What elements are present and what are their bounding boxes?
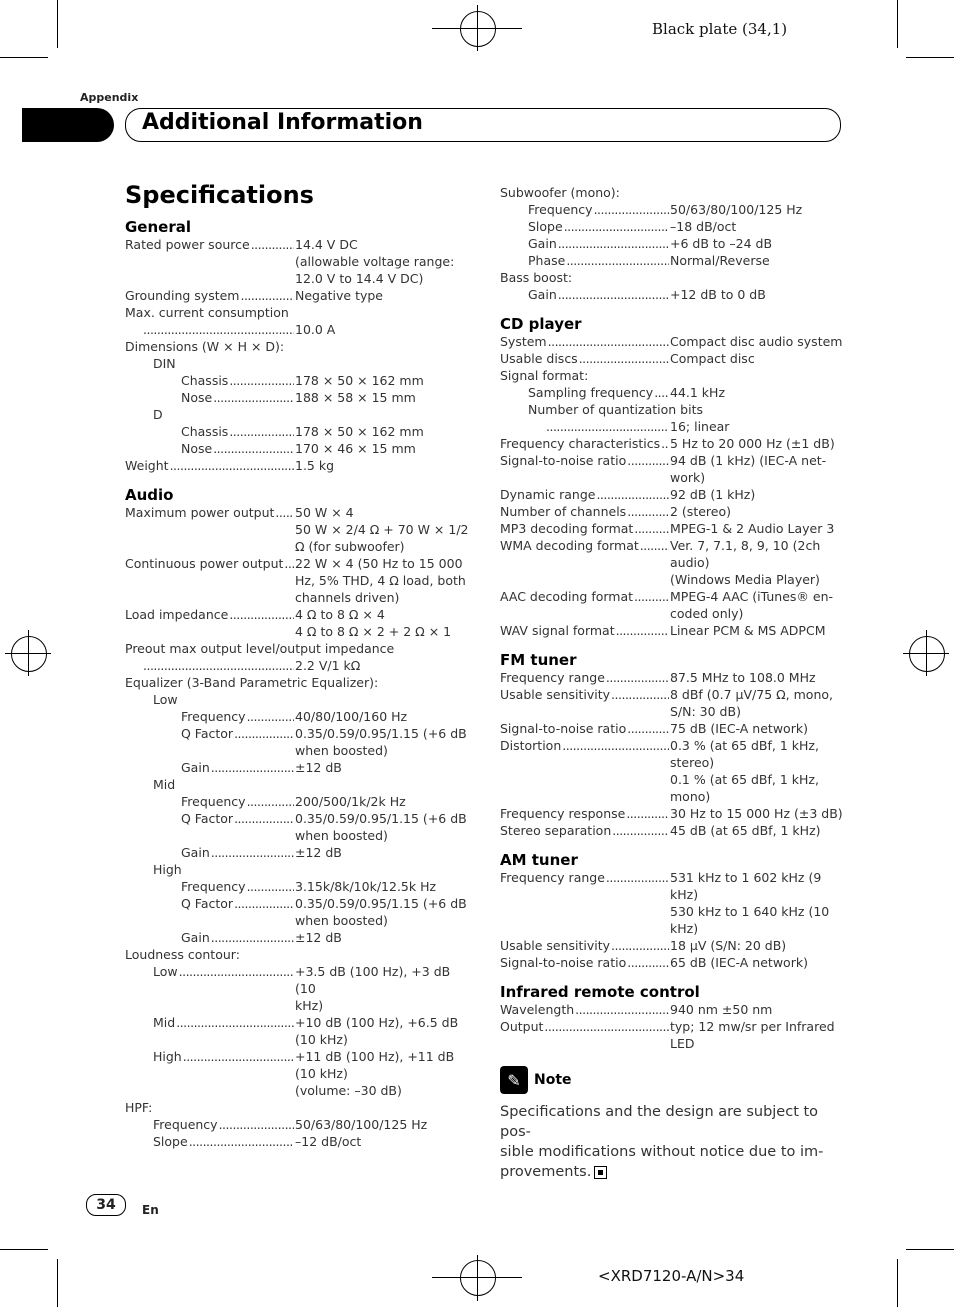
spec-label: DIN [153,356,176,371]
section-heading-general: General [125,218,191,236]
spec-row: Chassis ..... 178 × 50 × 162 mm [125,372,470,389]
document-reference: <XRD7120-A/N>34 [598,1267,745,1285]
spec-row: MP3 decoding format ..... MPEG-1 & 2 Audio Layer 3 [500,520,845,537]
crop-mark [0,1249,48,1250]
crop-mark [0,57,48,58]
right-column [500,184,845,1182]
crop-mark [57,0,58,48]
page-title: Specifications [125,181,314,209]
spec-row: Gain ..... ±12 dB [125,929,470,946]
spec-label: Low [153,692,178,707]
note-text: Specifications and the design are subject to pos- sible modifications without notice due to im- provements. [500,1104,824,1180]
spec-label: Max. current consumption [125,305,289,320]
spec-row: Frequency ..... 50/63/80/100/125 Hz [500,201,845,218]
section-heading-am-tuner: AM tuner [500,851,578,869]
spec-row: Frequency ..... 40/80/100/160 Hz [125,708,470,725]
spec-row: ..... 16; linear [500,418,845,435]
spec-row: ..... 2.2 V/1 kΩ [125,657,470,674]
spec-row: Rated power source ..... 14.4 V DC (allowable voltage range: 12.0 V to 14.4 V DC) [125,236,470,287]
note-header [500,1066,845,1094]
spec-row: Frequency response ..... 30 Hz to 15 000 Hz (±3 dB) [500,805,845,822]
spec-row: Frequency characteristics ..... 5 Hz to 20 000 Hz (±1 dB) [500,435,845,452]
spec-row: Nose ..... 170 × 46 × 15 mm [125,440,470,457]
spec-row: Q Factor ..... 0.35/0.59/0.95/1.15 (+6 dB when boosted) [125,725,470,759]
registration-mark [909,636,945,672]
spec-row: Load impedance ..... 4 Ω to 8 Ω × 4 4 Ω to 8 Ω × 2 + 2 Ω × 1 [125,606,470,640]
spec-label: Equalizer (3-Band Parametric Equalizer): [125,675,379,690]
spec-row: Usable sensitivity ..... 8 dBf (0.7 µV/75 Ω, mono, S/N: 30 dB) [500,686,845,720]
spec-row: Slope ..... –18 dB/oct [500,218,845,235]
spec-row: Frequency ..... 3.15k/8k/10k/12.5k Hz [125,878,470,895]
spec-row: Wavelength ..... 940 nm ±50 nm [500,1001,845,1018]
spec-row: Gain ..... ±12 dB [125,759,470,776]
spec-row: Signal-to-noise ratio ..... 94 dB (1 kHz) (IEC-A net- work) [500,452,845,486]
language-code: En [142,1203,159,1217]
spec-row: Gain ..... +12 dB to 0 dB [500,286,845,303]
crop-mark [897,0,898,48]
spec-row: Signal-to-noise ratio ..... 75 dB (IEC-A network) [500,720,845,737]
spec-row: Low ..... +3.5 dB (100 Hz), +3 dB (10 kHz) [125,963,470,1014]
spec-row: Frequency ..... 200/500/1k/2k Hz [125,793,470,810]
crop-mark [897,1259,898,1307]
crop-mark [57,1259,58,1307]
spec-label: High [153,862,182,877]
registration-mark [11,636,47,672]
spec-label: Subwoofer (mono): [500,185,620,200]
chapter-title: Additional Information [142,110,423,135]
spec-label: Bass boost: [500,270,573,285]
spec-row: Frequency range ..... 531 kHz to 1 602 kHz (9 kHz) 530 kHz to 1 640 kHz (10 kHz) [500,869,845,937]
spec-row: Gain ..... +6 dB to –24 dB [500,235,845,252]
spec-label: Signal format: [500,368,589,383]
page-number: 34 [86,1194,126,1216]
spec-row: Mid ..... +10 dB (100 Hz), +6.5 dB (10 kHz) [125,1014,470,1048]
section-heading-infrared-remote: Infrared remote control [500,983,700,1001]
left-column [125,180,470,1150]
spec-label: Mid [153,777,176,792]
spec-row: Usable discs ..... Compact disc [500,350,845,367]
spec-row: Continuous power output ..... 22 W × 4 (50 Hz to 15 000 Hz, 5% THD, 4 Ω load, both channels driven) [125,555,470,606]
spec-row: WAV signal format ..... Linear PCM & MS ADPCM [500,622,845,639]
end-mark-icon [594,1166,607,1179]
spec-label: Loudness contour: [125,947,240,962]
note-label: Note [534,1071,572,1088]
spec-row: Output ..... typ; 12 mw/sr per Infrared LED [500,1018,845,1052]
spec-label: HPF: [125,1100,153,1115]
pencil-note-icon: ✎ [500,1066,528,1094]
spec-row: WMA decoding format ..... Ver. 7, 7.1, 8, 9, 10 (2ch audio) (Windows Media Player) [500,537,845,588]
spec-row: Maximum power output ..... 50 W × 4 50 W × 2/4 Ω + 70 W × 1/2 Ω (for subwoofer) [125,504,470,555]
section-heading-audio: Audio [125,486,174,504]
spec-label: D [153,407,163,422]
section-heading-cd-player: CD player [500,315,582,333]
spec-label: Dimensions (W × H × D): [125,339,285,354]
spec-row: Frequency ..... 50/63/80/100/125 Hz [125,1116,470,1133]
spec-row: Nose ..... 188 × 58 × 15 mm [125,389,470,406]
black-plate-label: Black plate (34,1) [652,20,788,38]
spec-row: Phase ..... Normal/Reverse [500,252,845,269]
spec-row: Q Factor ..... 0.35/0.59/0.95/1.15 (+6 dB when boosted) [125,895,470,929]
spec-row: Number of channels ..... 2 (stereo) [500,503,845,520]
spec-row: AAC decoding format ..... MPEG-4 AAC (iTunes® en- coded only) [500,588,845,622]
chapter-header [125,108,841,142]
spec-row: Q Factor ..... 0.35/0.59/0.95/1.15 (+6 dB when boosted) [125,810,470,844]
spec-row: Dynamic range ..... 92 dB (1 kHz) [500,486,845,503]
spec-row: Gain ..... ±12 dB [125,844,470,861]
registration-mark [460,1260,496,1296]
spec-row: Weight ..... 1.5 kg [125,457,470,474]
spec-label: Preout max output level/output impedance [125,641,395,656]
section-heading-fm-tuner: FM tuner [500,651,577,669]
spec-row: Distortion ..... 0.3 % (at 65 dBf, 1 kHz, stereo) 0.1 % (at 65 dBf, 1 kHz, mono) [500,737,845,805]
spec-row: Stereo separation ..... 45 dB (at 65 dBf, 1 kHz) [500,822,845,839]
section-label: Appendix [80,91,139,104]
spec-row: ..... 10.0 A [125,321,470,338]
spec-row: Chassis ..... 178 × 50 × 162 mm [125,423,470,440]
spec-row: Grounding system ..... Negative type [125,287,470,304]
spec-row: High ..... +11 dB (100 Hz), +11 dB (10 kHz) (volume: –30 dB) [125,1048,470,1099]
spec-row: Usable sensitivity ..... 18 µV (S/N: 20 dB) [500,937,845,954]
spec-row: Signal-to-noise ratio ..... 65 dB (IEC-A network) [500,954,845,971]
spec-label: Number of quantization bits [528,402,703,417]
registration-mark [460,11,496,47]
spec-row: System ..... Compact disc audio system [500,333,845,350]
spec-row: Slope ..... –12 dB/oct [125,1133,470,1150]
spec-row: Frequency range ..... 87.5 MHz to 108.0 MHz [500,669,845,686]
crop-mark [906,57,954,58]
spec-row: Sampling frequency ..... 44.1 kHz [500,384,845,401]
chapter-tab [22,108,114,142]
crop-mark [906,1249,954,1250]
